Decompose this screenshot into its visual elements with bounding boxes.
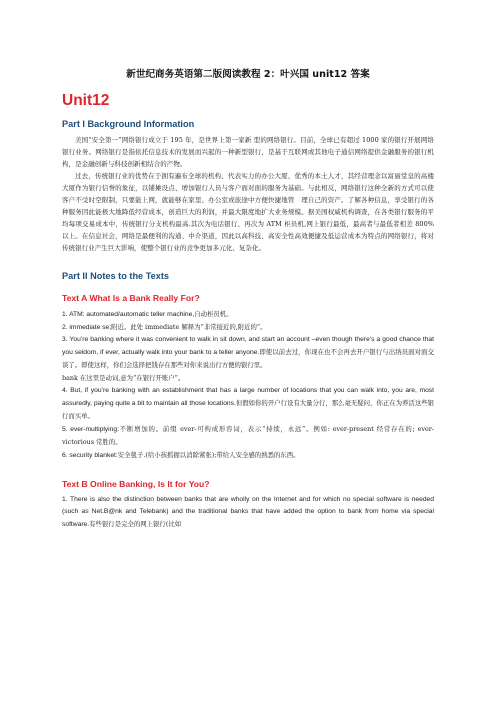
note-en: 1. ATM: automated/automatic teller machine,: [62, 311, 195, 318]
note-zh: 不断增加的。前缀 ever-可构成形容词，表示“持续，永远”。例如: ever-present 经常存在的; ever-victorious 常胜的。: [62, 425, 434, 446]
text-a-heading: Text A What Is a Bank Really For?: [62, 293, 200, 303]
note-item: [62, 308, 434, 321]
note-zh: 自动柜员机。: [194, 310, 233, 318]
note-item: [62, 334, 434, 372]
note-item: [62, 321, 434, 334]
note-item: [62, 423, 434, 449]
part1-heading: Part I Background Information: [62, 119, 195, 129]
note-en: 6. security blanket:: [62, 452, 118, 459]
note-zh: bank 在这里是动词,意为“在银行开账户”。: [62, 374, 185, 382]
document-title: 新世纪商务英语第二版阅读教程 2：叶兴国 unit12 答案: [126, 69, 370, 80]
text-b-heading: Text B Online Banking, Is It for You?: [62, 479, 210, 489]
note-en: 1. There is also the distinction between banks that are wholly on the Internet and for which no special software is needed (such as Net.B@nk and Telebank) and the traditional banks that have added the option to bank from home via special software.: [62, 496, 434, 528]
note-en: 2. immediate se;: [62, 324, 112, 331]
note-en: 5. ever-multiplying:: [62, 426, 119, 433]
note-item: [62, 372, 434, 385]
note-zh: 即使以前去过，你现在也不会再去开户银行与出纳员面对面交谈了。即使这样，你们会选择把钱存在那些对你来说出行方便的银行里。: [62, 348, 434, 369]
part2-heading: Part II Notes to the Texts: [62, 271, 170, 281]
part1-paragraph: 美国“安全第一”网络银行成立于 195 年，是世界上第一家新 型的网络银行。目前，全球已有超过 1000 家的银行开展网络银行业务。网络银行是指依托信息技术的发展而兴起的一种新型银行，是基于互联网或其他电子通信网络提供金融服务的银行机构，是金融创新与科技创新相结合的产物。: [62, 136, 434, 168]
note-en: 4. But, if you’re banking with an establishment that has a large number of locations that you can walk into, you are, most assuredly, paying quite a bit to maintain all those locations.: [62, 387, 434, 407]
note-item: [62, 494, 434, 531]
note-zh: 附近。此处 immediate 解释为“非常接近的,附近的”。: [111, 323, 267, 331]
part1-paragraph: 过去，传统银行业的优势在于拥有遍布全球的机构、代表实力的办公大厦、优秀的本土人才，其经营理念以富丽堂皇的高楼大厦作为银行信誉的象征，以铺摊设点、增加银行人员与客户面对面的服务为基础。与此相反，网络银行这种全新的方式可以使客户不受时空限制，只要能上网，就能够在家里、办公室或旅途中方便快捷地管 理自己的资产。了解各种信息，享受银行的各种服务因此能极大地降低经营成本，创造巨大的利润，并最大限度地扩大业务规模。据美国权威机构调查，在各类银行服务的平均每项交易成本中，传统银行分支机构最高.其次为电话银行、再次为 ATM 柜员机,网上银行最低，最高者与最低者相差 800%以上。在信息社会，网络是最便利的沟通、中介渠道，因此以高科技、高安全性高效便捷及低运营成本为特点的网络银行，将对传统银行业产生巨大影响，使整个银行业的竞争更加多元化、复杂化。: [62, 172, 434, 252]
note-zh: 有些银行是完全的网上银行(比如: [89, 520, 182, 528]
note-zh: 安全毯子.(给小孩抓握以消除紧张);带给人安全感的熟悉的东西。: [117, 451, 300, 459]
note-zh: 但假如你的开户行设有大量分行，那么毫无疑问，你正在为养活这些银行而买单。: [62, 399, 434, 420]
note-item: [62, 385, 434, 423]
unit-heading: Unit12: [62, 92, 110, 109]
note-en: 3. You’re banking where it was convenient to walk in sit down, and start an account –even though there’s a good chance that you seldom, if ever, actually walk into your bank to a teller anyone.: [62, 336, 434, 356]
note-item: [62, 449, 434, 462]
